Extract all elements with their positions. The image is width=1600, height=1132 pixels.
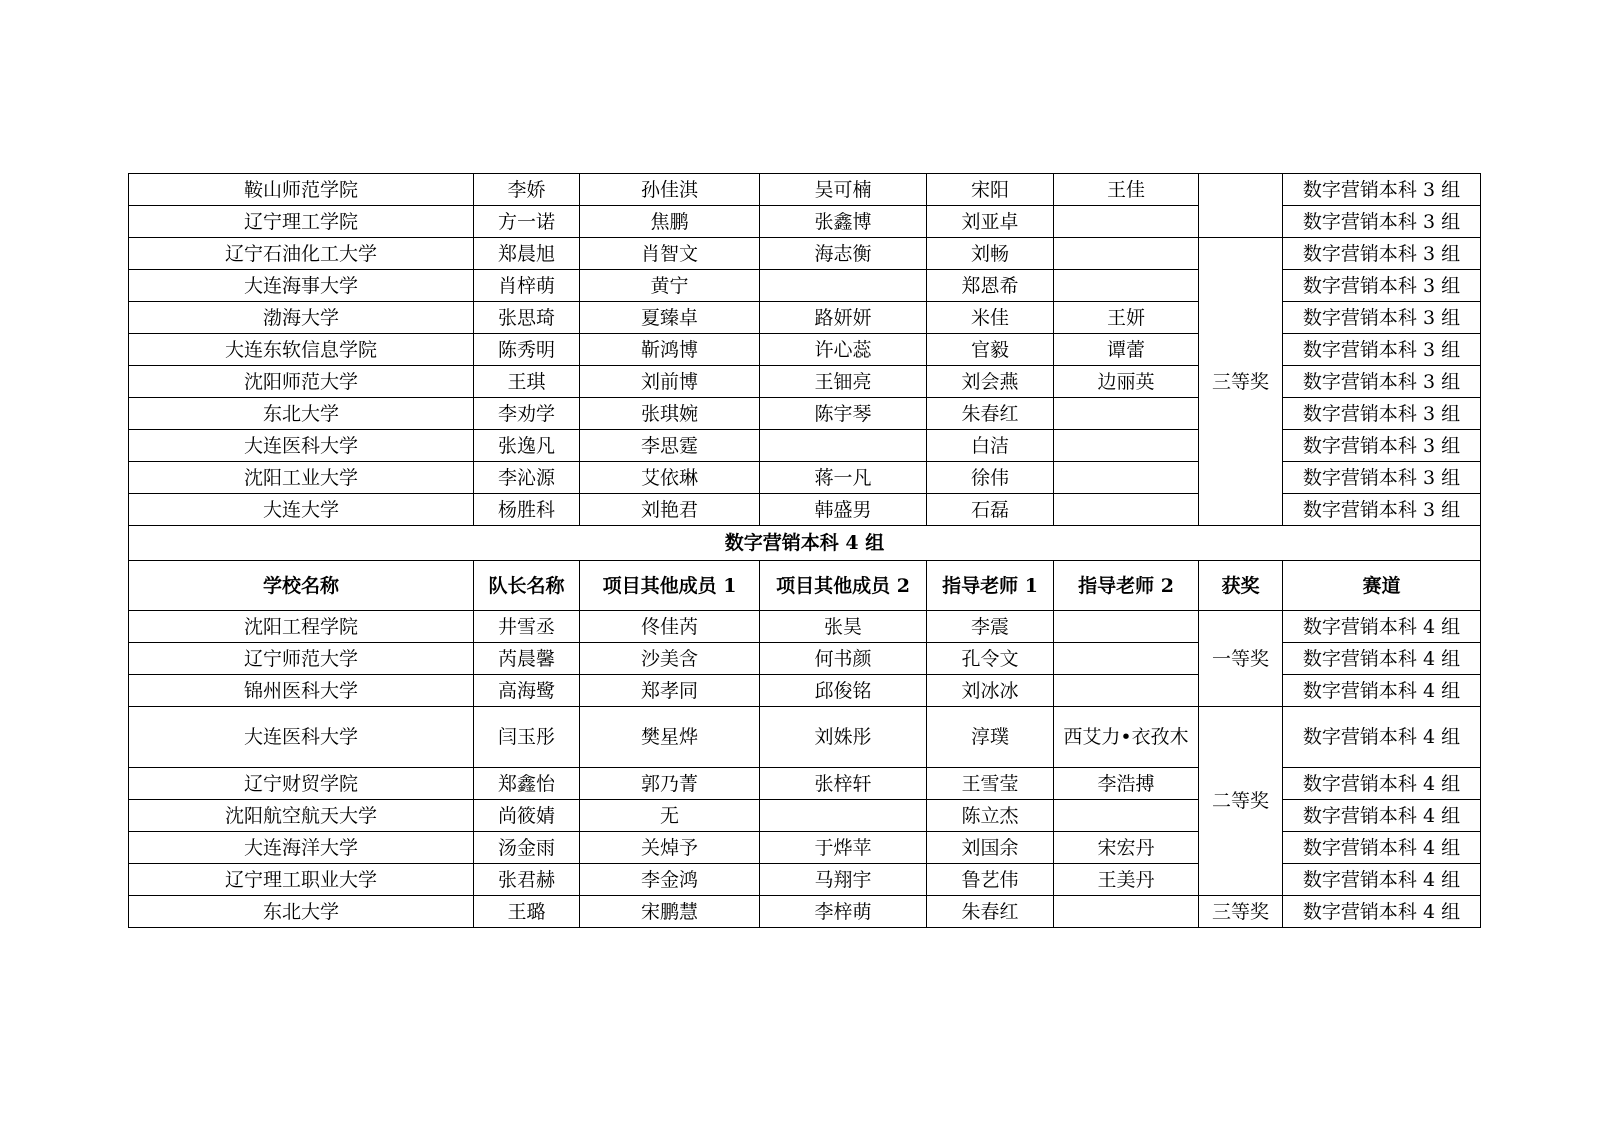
member-1: 刘前博 [580, 366, 760, 398]
table-row [129, 238, 1481, 270]
advisor-2 [1054, 800, 1199, 832]
member-2: 许心蕊 [760, 334, 927, 366]
school-name: 大连海洋大学 [129, 832, 474, 864]
advisor-1: 宋阳 [927, 174, 1054, 206]
member-1: 夏臻卓 [580, 302, 760, 334]
member-1: 关焯予 [580, 832, 760, 864]
member-1: 郭乃菁 [580, 768, 760, 800]
track: 数字营销本科 3 组 [1283, 494, 1481, 526]
member-1: 沙美含 [580, 643, 760, 675]
advisor-1: 白洁 [927, 430, 1054, 462]
track: 数字营销本科 3 组 [1283, 174, 1481, 206]
track: 数字营销本科 4 组 [1283, 768, 1481, 800]
track: 数字营销本科 4 组 [1283, 864, 1481, 896]
track: 数字营销本科 3 组 [1283, 206, 1481, 238]
award: 三等奖 [1199, 238, 1283, 526]
team-leader: 王璐 [474, 896, 580, 928]
member-2: 王钿亮 [760, 366, 927, 398]
school-name: 大连大学 [129, 494, 474, 526]
advisor-2 [1054, 398, 1199, 430]
advisor-1: 石磊 [927, 494, 1054, 526]
member-2 [760, 270, 927, 302]
school-name: 大连医科大学 [129, 707, 474, 768]
advisor-2 [1054, 896, 1199, 928]
advisor-1: 米佳 [927, 302, 1054, 334]
advisor-2 [1054, 462, 1199, 494]
school-name: 东北大学 [129, 398, 474, 430]
track: 数字营销本科 4 组 [1283, 800, 1481, 832]
advisor-1: 刘冰冰 [927, 675, 1054, 707]
team-leader: 肖梓萌 [474, 270, 580, 302]
school-name: 辽宁石油化工大学 [129, 238, 474, 270]
team-leader: 郑鑫怡 [474, 768, 580, 800]
member-1: 孙佳淇 [580, 174, 760, 206]
header-award: 获奖 [1199, 561, 1283, 611]
member-1: 佟佳芮 [580, 611, 760, 643]
school-name: 渤海大学 [129, 302, 474, 334]
team-leader: 芮晨馨 [474, 643, 580, 675]
advisor-1: 王雪莹 [927, 768, 1054, 800]
member-1: 郑孝同 [580, 675, 760, 707]
advisor-2: 王美丹 [1054, 864, 1199, 896]
advisor-2: 西艾力•衣孜木 [1054, 707, 1199, 768]
school-name: 大连医科大学 [129, 430, 474, 462]
member-2: 吴可楠 [760, 174, 927, 206]
advisor-1: 鲁艺伟 [927, 864, 1054, 896]
advisor-1: 刘会燕 [927, 366, 1054, 398]
member-2: 刘姝彤 [760, 707, 927, 768]
team-leader: 方一诺 [474, 206, 580, 238]
member-1: 黄宁 [580, 270, 760, 302]
school-name: 沈阳师范大学 [129, 366, 474, 398]
member-1: 焦鹏 [580, 206, 760, 238]
school-name: 辽宁理工学院 [129, 206, 474, 238]
team-leader: 李劝学 [474, 398, 580, 430]
section-title: 数字营销本科 4 组 [129, 526, 1481, 561]
header-member-2: 项目其他成员 2 [760, 561, 927, 611]
school-name: 大连东软信息学院 [129, 334, 474, 366]
team-leader: 张思琦 [474, 302, 580, 334]
advisor-2 [1054, 643, 1199, 675]
member-2: 于烨苹 [760, 832, 927, 864]
track: 数字营销本科 4 组 [1283, 643, 1481, 675]
track: 数字营销本科 3 组 [1283, 366, 1481, 398]
member-1: 无 [580, 800, 760, 832]
advisor-1: 孔令文 [927, 643, 1054, 675]
track: 数字营销本科 3 组 [1283, 430, 1481, 462]
member-2: 张梓轩 [760, 768, 927, 800]
member-1: 靳鸿博 [580, 334, 760, 366]
track: 数字营销本科 4 组 [1283, 832, 1481, 864]
team-leader: 陈秀明 [474, 334, 580, 366]
team-leader: 闫玉彤 [474, 707, 580, 768]
header-member-1: 项目其他成员 1 [580, 561, 760, 611]
school-name: 辽宁师范大学 [129, 643, 474, 675]
member-1: 刘艳君 [580, 494, 760, 526]
member-2: 李梓萌 [760, 896, 927, 928]
advisor-2: 王妍 [1054, 302, 1199, 334]
advisor-1: 刘亚卓 [927, 206, 1054, 238]
advisor-1: 官毅 [927, 334, 1054, 366]
award [1199, 174, 1283, 238]
member-2: 海志衡 [760, 238, 927, 270]
advisor-2: 谭蕾 [1054, 334, 1199, 366]
track: 数字营销本科 3 组 [1283, 398, 1481, 430]
track: 数字营销本科 3 组 [1283, 334, 1481, 366]
track: 数字营销本科 4 组 [1283, 707, 1481, 768]
table-row [129, 174, 1481, 206]
school-name: 沈阳工业大学 [129, 462, 474, 494]
team-leader: 李沁源 [474, 462, 580, 494]
member-2: 张鑫博 [760, 206, 927, 238]
team-leader: 张君赫 [474, 864, 580, 896]
advisor-1: 朱春红 [927, 398, 1054, 430]
advisor-2 [1054, 430, 1199, 462]
team-leader: 尚筱婧 [474, 800, 580, 832]
advisor-1: 陈立杰 [927, 800, 1054, 832]
member-1: 宋鹏慧 [580, 896, 760, 928]
member-2: 邱俊铭 [760, 675, 927, 707]
member-2 [760, 430, 927, 462]
school-name: 鞍山师范学院 [129, 174, 474, 206]
member-1: 李思霆 [580, 430, 760, 462]
table-row [129, 707, 1481, 768]
track: 数字营销本科 4 组 [1283, 896, 1481, 928]
school-name: 沈阳工程学院 [129, 611, 474, 643]
table-header-row [129, 561, 1481, 611]
member-2: 马翔宇 [760, 864, 927, 896]
advisor-1: 李震 [927, 611, 1054, 643]
advisor-1: 徐伟 [927, 462, 1054, 494]
award: 二等奖 [1199, 707, 1283, 896]
advisor-2 [1054, 611, 1199, 643]
track: 数字营销本科 3 组 [1283, 302, 1481, 334]
member-2: 韩盛男 [760, 494, 927, 526]
track: 数字营销本科 3 组 [1283, 270, 1481, 302]
table-row [129, 896, 1481, 928]
award-table [128, 173, 1481, 928]
member-2 [760, 800, 927, 832]
header-advisor-2: 指导老师 2 [1054, 561, 1199, 611]
school-name: 沈阳航空航天大学 [129, 800, 474, 832]
table-row [129, 611, 1481, 643]
member-1: 李金鸿 [580, 864, 760, 896]
header-track: 赛道 [1283, 561, 1481, 611]
member-1: 樊星烨 [580, 707, 760, 768]
team-leader: 李娇 [474, 174, 580, 206]
school-name: 辽宁理工职业大学 [129, 864, 474, 896]
team-leader: 郑晨旭 [474, 238, 580, 270]
advisor-1: 郑恩希 [927, 270, 1054, 302]
header-team-leader: 队长名称 [474, 561, 580, 611]
school-name: 锦州医科大学 [129, 675, 474, 707]
member-2: 蒋一凡 [760, 462, 927, 494]
member-2: 何书颜 [760, 643, 927, 675]
team-leader: 王琪 [474, 366, 580, 398]
track: 数字营销本科 3 组 [1283, 462, 1481, 494]
team-leader: 杨胜科 [474, 494, 580, 526]
advisor-1: 朱春红 [927, 896, 1054, 928]
member-1: 张琪婉 [580, 398, 760, 430]
member-1: 肖智文 [580, 238, 760, 270]
advisor-2 [1054, 675, 1199, 707]
member-2: 陈宇琴 [760, 398, 927, 430]
team-leader: 张逸凡 [474, 430, 580, 462]
track: 数字营销本科 4 组 [1283, 675, 1481, 707]
section-title-row [129, 526, 1481, 561]
award: 三等奖 [1199, 896, 1283, 928]
member-2: 张昊 [760, 611, 927, 643]
team-leader: 高海鹭 [474, 675, 580, 707]
advisor-2: 王佳 [1054, 174, 1199, 206]
advisor-2: 宋宏丹 [1054, 832, 1199, 864]
advisor-2 [1054, 206, 1199, 238]
track: 数字营销本科 4 组 [1283, 611, 1481, 643]
track: 数字营销本科 3 组 [1283, 238, 1481, 270]
member-1: 艾依琳 [580, 462, 760, 494]
school-name: 大连海事大学 [129, 270, 474, 302]
advisor-2: 李浩搏 [1054, 768, 1199, 800]
advisor-1: 淳璞 [927, 707, 1054, 768]
team-leader: 汤金雨 [474, 832, 580, 864]
advisor-2 [1054, 494, 1199, 526]
advisor-2 [1054, 238, 1199, 270]
team-leader: 井雪丞 [474, 611, 580, 643]
advisor-1: 刘畅 [927, 238, 1054, 270]
advisor-2: 边丽英 [1054, 366, 1199, 398]
member-2: 路妍妍 [760, 302, 927, 334]
award: 一等奖 [1199, 611, 1283, 707]
header-school-name: 学校名称 [129, 561, 474, 611]
school-name: 辽宁财贸学院 [129, 768, 474, 800]
school-name: 东北大学 [129, 896, 474, 928]
header-advisor-1: 指导老师 1 [927, 561, 1054, 611]
advisor-2 [1054, 270, 1199, 302]
advisor-1: 刘国余 [927, 832, 1054, 864]
